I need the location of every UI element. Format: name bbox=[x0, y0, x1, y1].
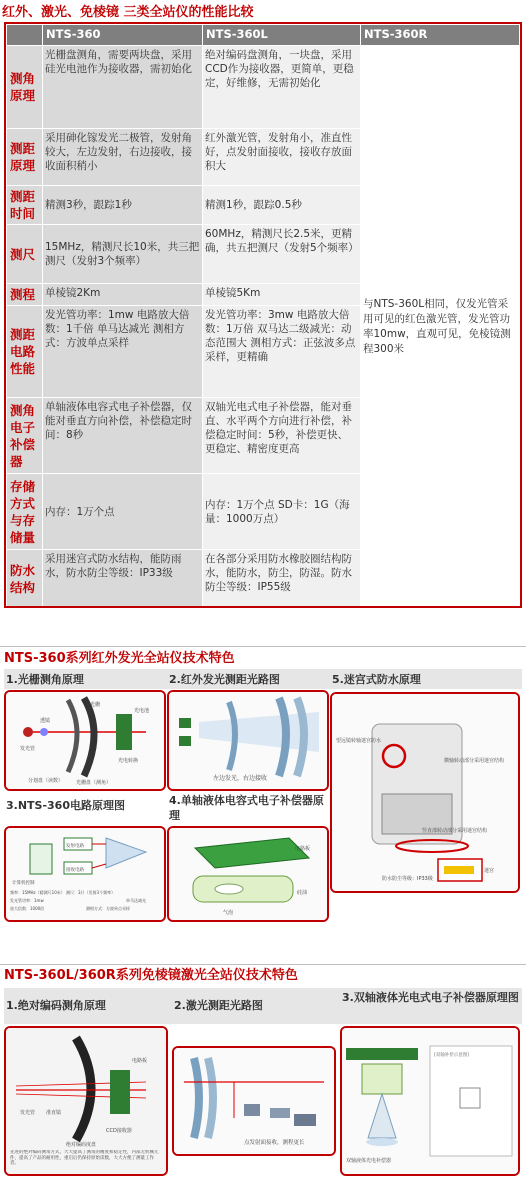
row-label: 测程 bbox=[7, 284, 43, 306]
diagram-label: 接收电路 bbox=[66, 868, 84, 873]
diagram-label: 点发射面接收，测程更长 bbox=[244, 1140, 305, 1146]
diagram-label: 光电池 bbox=[134, 708, 150, 714]
circuit-illustration bbox=[6, 828, 164, 920]
diagram-label: 分划盘（读数） bbox=[28, 778, 64, 784]
header-nts360: NTS-360 bbox=[43, 25, 203, 46]
cell-nts360: 发光管功率：1mw 电路放大倍数：1千倍 单马达减光 测相方式：方波单点采样 bbox=[43, 306, 203, 398]
diagram-note: 先进的绝对编码测角方式，大大提高了测角的精度和稳定性，内部无机械元件，提高了产品的耐用性，重启后仍保持原始读数，大大方便了测量工作者。 bbox=[10, 1150, 159, 1166]
panel-caption: 3.双轴液体光电式电子补偿器原理图 bbox=[342, 991, 519, 1004]
circuit-diagram bbox=[4, 826, 166, 922]
panel-caption: 4.单轴液体电容式电子补偿器原理 bbox=[169, 794, 324, 822]
cell-nts360l: 发光管功率：3mw 电路放大倍数：1万倍 双马达二级减光：动态范围大 测相方式：正弦波多点采样，更精确 bbox=[203, 306, 361, 398]
diagram-label: 准直镜 bbox=[46, 1110, 62, 1116]
cell-nts360r-note: 与NTS-360L相同，仅发光管采用可见的红色激光管，发光管功率10mw，直观可见，免棱镜测程300米 bbox=[361, 46, 520, 608]
diagram-label: 放大倍数：1000倍 bbox=[10, 906, 45, 911]
cell-nts360l: 60MHz，精测尺长2.5米，更精确，共五把测尺（发射5个频率） bbox=[203, 225, 361, 284]
diagram-label: 绝对编码度盘 bbox=[66, 1142, 97, 1148]
diagram-label: 光栅盘（测角） bbox=[76, 780, 112, 786]
diagram-label: 计算机控制 bbox=[12, 881, 35, 886]
section2-title: NTS-360系列红外发光全站仪技术特色 bbox=[4, 651, 235, 666]
diagram-label: [双轴补偿示意图] bbox=[434, 1053, 470, 1058]
diagram-label: 硅油 bbox=[297, 890, 308, 896]
panel-caption: 3.NTS-360电路原理图 bbox=[6, 799, 125, 812]
dual-axis-compensator-diagram bbox=[340, 1026, 520, 1176]
single-axis-compensator-diagram bbox=[167, 826, 329, 922]
diagram-label: 发射电路 bbox=[66, 844, 84, 849]
section-divider bbox=[0, 646, 526, 647]
dual-compensator-illustration bbox=[342, 1028, 518, 1174]
cell-nts360: 精测3秒，跟踪1秒 bbox=[43, 186, 203, 225]
row-label: 存储方式与存储量 bbox=[7, 474, 43, 550]
row-label: 测角电子补偿器 bbox=[7, 398, 43, 474]
cell-nts360: 单轴液体电容式电子补偿器，仅能对垂直方向补偿，补偿稳定时间：8秒 bbox=[43, 398, 203, 474]
cell-nts360: 采用砷化镓发光二极管，发射角较大，左边发射，右边接收，接收面积稍小 bbox=[43, 129, 203, 186]
diagram-label: 横轴转动部分采用迷宫结构 bbox=[444, 758, 505, 764]
table-header-row bbox=[7, 25, 520, 46]
cell-nts360: 内存：1万个点 bbox=[43, 474, 203, 550]
diagram-label: 电路板 bbox=[295, 846, 311, 852]
section3-title: NTS-360L/360R系列免棱镜激光全站仪技术特色 bbox=[4, 968, 298, 983]
diagram-label: 光电转换 bbox=[118, 758, 139, 764]
laser-ranging-illustration bbox=[174, 1048, 334, 1154]
row-label: 防水结构 bbox=[7, 550, 43, 608]
diagram-label: 测相方式：方波单点采样 bbox=[86, 906, 130, 911]
cell-nts360: 15MHz，精测尺长10米，共三把测尺（发射3个频率） bbox=[43, 225, 203, 284]
panel-caption: 1.光栅测角原理 bbox=[6, 673, 84, 686]
diagram-label: 望远镜转轴迷宫防水 bbox=[336, 738, 382, 744]
header-nts360l: NTS-360L bbox=[203, 25, 361, 46]
cell-nts360: 单棱镜2Km bbox=[43, 284, 203, 306]
panel-caption: 5.迷宫式防水原理 bbox=[332, 673, 421, 686]
comparison-table-frame bbox=[4, 22, 522, 608]
diagram-label: 频率：15MHz（精测尺10米） 测尺：3只（发射3个频率） bbox=[10, 890, 116, 895]
diagram-label: 发光管功率：1mw bbox=[10, 898, 44, 903]
diagram-label: 光栅 bbox=[90, 702, 101, 708]
encoder-illustration bbox=[6, 1028, 166, 1174]
grating-illustration bbox=[6, 692, 164, 789]
ir-ranging-illustration bbox=[169, 692, 327, 789]
row-label: 测距原理 bbox=[7, 129, 43, 186]
panel-caption: 2.红外发光测距光路图 bbox=[169, 673, 280, 686]
cell-nts360l: 在各部分采用防水橡胶圈结构防水，能防水，防尘，防湿。防水防尘等级：IP55级 bbox=[203, 550, 361, 608]
section-divider bbox=[0, 964, 526, 965]
diagram-label: 气泡 bbox=[223, 910, 234, 916]
laser-ranging-diagram bbox=[172, 1046, 336, 1156]
diagram-label: 发光管 bbox=[20, 1110, 36, 1116]
diagram-label: 竖直部转动部分采用迷宫结构 bbox=[422, 828, 488, 834]
comparison-table bbox=[6, 24, 520, 608]
diagram-label: 单马达减光 bbox=[126, 898, 146, 903]
cell-nts360l: 精测1秒，跟踪0.5秒 bbox=[203, 186, 361, 225]
cell-nts360: 采用迷宫式防水结构，能防雨水，防水防尘等级：IP33级 bbox=[43, 550, 203, 608]
diagram-label: 电路板 bbox=[132, 1058, 148, 1064]
compensator-illustration bbox=[169, 828, 327, 920]
cell-nts360: 光栅盘测角，需要两块盘，采用硅光电池作为接收器，需初始化 bbox=[43, 46, 203, 129]
cell-nts360l: 内存：1万个点 SD卡：1G（海量：1000万点） bbox=[203, 474, 361, 550]
diagram-label: 左边发光，右边接收 bbox=[213, 775, 268, 782]
ir-ranging-diagram bbox=[167, 690, 329, 791]
waterproof-illustration bbox=[332, 694, 518, 891]
diagram-label: 透镜 bbox=[40, 718, 51, 724]
diagram-label: 双轴液体光电补偿器 bbox=[346, 1158, 392, 1164]
cell-nts360l: 红外激光管，发射角小，准直性好，点发射面接收，接收存放面积大 bbox=[203, 129, 361, 186]
cell-nts360l: 单棱镜5Km bbox=[203, 284, 361, 306]
cell-nts360l: 双轴光电式电子补偿器，能对垂直、水平两个方向进行补偿，补偿稳定时间：5秒，补偿更快、更稳定、精密度更高 bbox=[203, 398, 361, 474]
waterproof-diagram bbox=[330, 692, 520, 893]
diagram-label: 发光管 bbox=[20, 746, 36, 752]
row-label: 测角原理 bbox=[7, 46, 43, 129]
panel-caption: 1.绝对编码测角原理 bbox=[6, 999, 106, 1012]
absolute-encoder-diagram bbox=[4, 1026, 168, 1176]
header-nts360r: NTS-360R bbox=[361, 25, 520, 46]
table-row bbox=[7, 46, 520, 129]
diagram-label: 防水防尘等级：IP33级 bbox=[382, 876, 433, 882]
row-label: 测距电路性能 bbox=[7, 306, 43, 398]
diagram-label: CCD接收器 bbox=[106, 1128, 132, 1134]
cell-nts360l: 绝对编码盘测角，一块盘，采用CCD作为接收器，更简单，更稳定，好维修，无需初始化 bbox=[203, 46, 361, 129]
row-label: 测距时间 bbox=[7, 186, 43, 225]
diagram-label: 迷宫 bbox=[484, 868, 495, 874]
row-label: 测尺 bbox=[7, 225, 43, 284]
panel-caption: 2.激光测距光路图 bbox=[174, 999, 263, 1012]
comparison-title: 红外、激光、免棱镜 三类全站仪的性能比较 bbox=[2, 5, 254, 20]
grating-angle-diagram bbox=[4, 690, 166, 791]
